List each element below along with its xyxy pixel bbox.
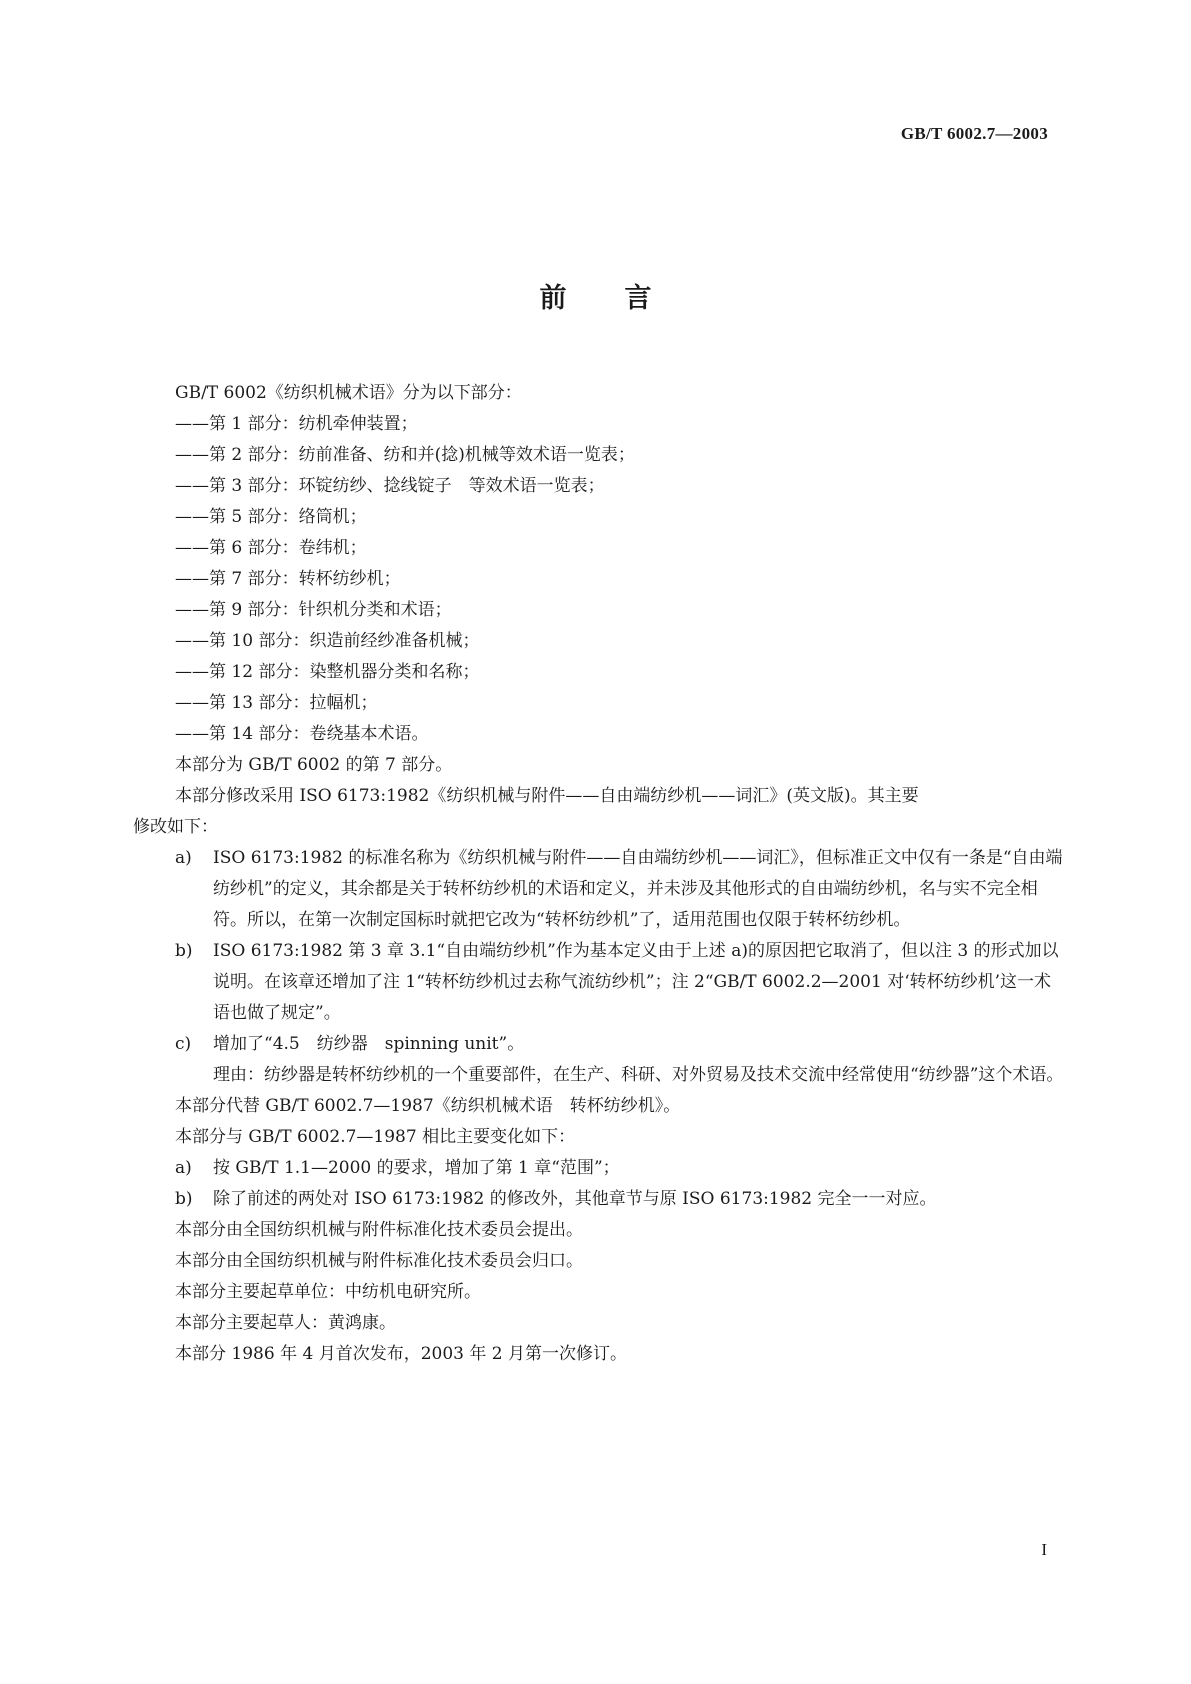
list-marker: a) [175, 848, 192, 868]
list-item: ——第 13 部分：拉幅机； [175, 693, 378, 713]
list-marker: b) [175, 941, 193, 961]
list-item: ——第 1 部分：纺机牵伸装置； [175, 414, 418, 434]
list-item: ——第 10 部分：织造前经纱准备机械； [175, 631, 480, 651]
replaces-paragraph: 本部分代替 GB/T 6002.7—1987《纺织机械术语 转杯纺纱机》。 [175, 1096, 681, 1116]
modify-paragraph-line2: 修改如下： [133, 817, 218, 837]
drafter-paragraph: 本部分主要起草人：黄鸿康。 [175, 1313, 396, 1333]
list-marker: c) [175, 1034, 192, 1054]
parts-list [133, 409, 1064, 750]
history-paragraph: 本部分 1986 年 4 月首次发布，2003 年 2 月第一次修订。 [175, 1344, 627, 1364]
change-item-b [133, 1184, 1064, 1215]
compare-paragraph: 本部分与 GB/T 6002.7—1987 相比主要变化如下： [175, 1127, 576, 1147]
drafting-unit-paragraph: 本部分主要起草单位：中纺机电研究所。 [175, 1282, 481, 1302]
modification-item-a [133, 843, 1064, 936]
list-item: ——第 7 部分：转杯纺纱机； [175, 569, 401, 589]
modification-item-c [133, 1029, 1064, 1091]
modification-text: 增加了“4.5 纺纱器 spinning unit”。 [213, 1034, 525, 1054]
page-title: 前言 [539, 283, 710, 314]
change-text: 除了前述的两处对 ISO 6173:1982 的修改外，其他章节与原 ISO 6173:1982 完全一一对应。 [213, 1189, 937, 1209]
list-item: ——第 12 部分：染整机器分类和名称； [175, 662, 480, 682]
modification-text: ISO 6173:1982 的标准名称为《纺织机械与附件——自由端纺纱机——词汇》，但标准正文中仅有一条是“自由端纺纱机”的定义，其余都是关于转杯纺纱机的术语和定义，并未涉及其他形式的自由端纺纱机，名与实不完全相符。所以，在第一次制定国标时就把它改为“转杯纺纱机”了，适用范围也仅限于转杯纺纱机。 [213, 848, 1063, 930]
proposed-paragraph: 本部分由全国纺织机械与附件标准化技术委员会提出。 [175, 1220, 583, 1240]
this-part-paragraph: 本部分为 GB/T 6002 的第 7 部分。 [175, 755, 453, 775]
list-marker: a) [175, 1158, 192, 1178]
centralized-paragraph: 本部分由全国纺织机械与附件标准化技术委员会归口。 [175, 1251, 583, 1271]
page-number: I [1041, 1540, 1047, 1559]
intro-paragraph: GB/T 6002《纺织机械术语》分为以下部分： [175, 383, 522, 403]
modify-paragraph-line1: 本部分修改采用 ISO 6173:1982《纺织机械与附件——自由端纺纱机——词汇》(英文版)。其主要 [175, 786, 919, 806]
modification-text: ISO 6173:1982 第 3 章 3.1“自由端纺纱机”作为基本定义由于上述 a)的原因把它取消了，但以注 3 的形式加以说明。在该章还增加了注 1“转杯纺纱机过去称气流纺纱机”；注 2“GB/T 6002.2—2001 对‘转杯纺纱机’这一术语也做了规定”。 [213, 941, 1059, 1023]
modification-reason: 理由：纺纱器是转杯纺纱机的一个重要部件，在生产、科研、对外贸易及技术交流中经常使用“纺纱器”这个术语。 [213, 1065, 1064, 1085]
standard-code: GB/T 6002.7—2003 [900, 124, 1048, 143]
change-item-a [133, 1153, 1064, 1184]
list-item: ——第 6 部分：卷纬机； [175, 538, 367, 558]
list-item: ——第 3 部分：环锭纺纱、捻线锭子 等效术语一览表； [175, 476, 605, 496]
change-text: 按 GB/T 1.1—2000 的要求，增加了第 1 章“范围”； [213, 1158, 620, 1178]
list-item: ——第 9 部分：针织机分类和术语； [175, 600, 452, 620]
list-item: ——第 5 部分：络筒机； [175, 507, 367, 527]
modification-item-b [133, 936, 1064, 1029]
foreword-body [133, 378, 1064, 1370]
list-item: ——第 2 部分：纺前准备、纺和并(捻)机械等效术语一览表； [175, 445, 635, 465]
list-marker: b) [175, 1189, 193, 1209]
list-item: ——第 14 部分：卷绕基本术语。 [175, 724, 429, 744]
